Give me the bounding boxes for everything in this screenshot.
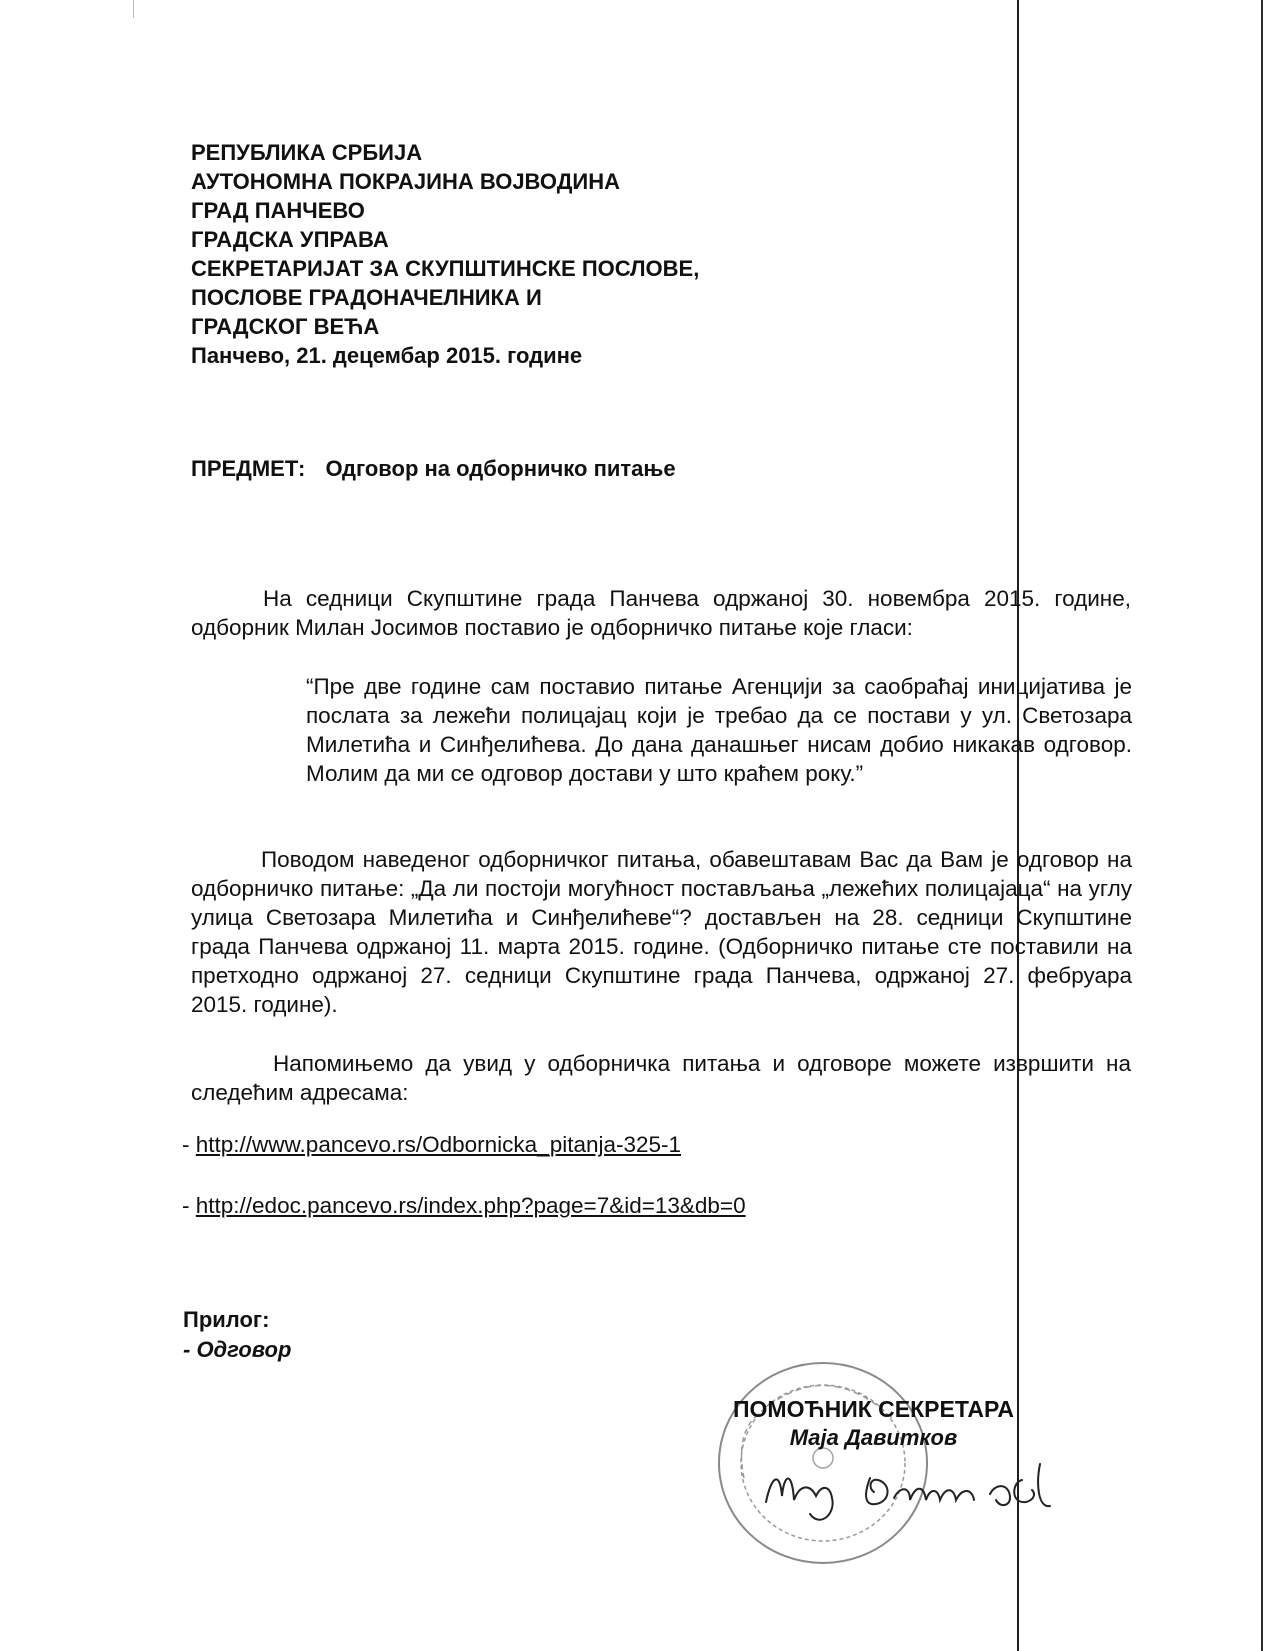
quoted-question: “Пре две године сам поставио питање Агенцији за саобраћај иницијатива је послата за лежећи полицајац који је требао да се постави у ул. Светозара Милетића и Синђелићева. До дана данашњег нисам добио никакав одговор. Молим да ми се одговор достави у што краћем року.”	[306, 674, 1132, 786]
attachment-block	[183, 1305, 291, 1365]
letterhead-line: ПОСЛОВЕ ГРАДОНАЧЕЛНИКА И	[191, 285, 542, 310]
subject-text: Одговор на одборничко питање	[325, 456, 676, 481]
signatory-name: Маја Давитков	[789, 1425, 958, 1450]
scan-fold-line	[1017, 0, 1019, 1651]
signature-block	[733, 1396, 1014, 1451]
letterhead-line: АУТОНОМНА ПОКРАЈИНА ВОЈВОДИНА	[191, 169, 620, 194]
letterhead	[191, 138, 699, 370]
link-edoc[interactable]: http://edoc.pancevo.rs/index.php?page=7&id=13&db=0	[195, 1193, 746, 1218]
link-item	[182, 1193, 746, 1219]
body-paragraph-3: Напомињемо да увид у одборничка питања и одговоре можете извршити на следећим адресама:	[191, 1051, 1131, 1105]
handwritten-signature	[760, 1444, 1060, 1534]
letterhead-line: РЕПУБЛИКА СРБИЈА	[191, 140, 423, 165]
link-odbornicka-pitanja[interactable]: http://www.pancevo.rs/Odbornicka_pitanja-325-1	[195, 1132, 682, 1157]
attachment-label: Прилог:	[183, 1307, 270, 1332]
subject-line	[191, 456, 676, 482]
scan-speck	[133, 0, 134, 18]
link-item	[182, 1132, 681, 1158]
link-bullet: -	[182, 1132, 190, 1157]
document-date: Панчево, 21. децембар 2015. године	[191, 343, 583, 368]
letterhead-line: ГРАДСКА УПРАВА	[191, 227, 389, 252]
letterhead-line: ГРАД ПАНЧЕВО	[191, 198, 365, 223]
link-bullet: -	[182, 1193, 190, 1218]
body-paragraph-1: На седници Скупштине града Панчева одржаној 30. новембра 2015. године, одборник Милан Јосимов поставио је одборничко питање које гласи:	[191, 586, 1131, 640]
attachment-item: - Одговор	[183, 1337, 292, 1362]
subject-label: ПРЕДМЕТ:	[191, 456, 306, 481]
body-paragraph-2: Поводом наведеног одборничког питања, обавештавам Вас да Вам је одговор на одборничко питање: „Да ли постоји могућност постављања „лежећих полицајаца“ на углу улица Светозара Милетића и Синђелићеве“? достављен на 28. седници Скупштине града Панчева одржаној 11. марта 2015. године. (Одборничко питање сте поставили на претходно одржаној 27. седници Скупштине града Панчева, одржаној 27. фебруара 2015. године).	[191, 847, 1132, 1017]
scan-edge-line	[1261, 0, 1263, 1651]
letterhead-line: ГРАДСКОГ ВЕЋА	[191, 314, 380, 339]
letterhead-line: СЕКРЕТАРИЈАТ ЗА СКУПШТИНСКЕ ПОСЛОВЕ,	[191, 256, 700, 281]
signatory-title: ПОМОЋНИК СЕКРЕТАРА	[733, 1396, 1014, 1422]
